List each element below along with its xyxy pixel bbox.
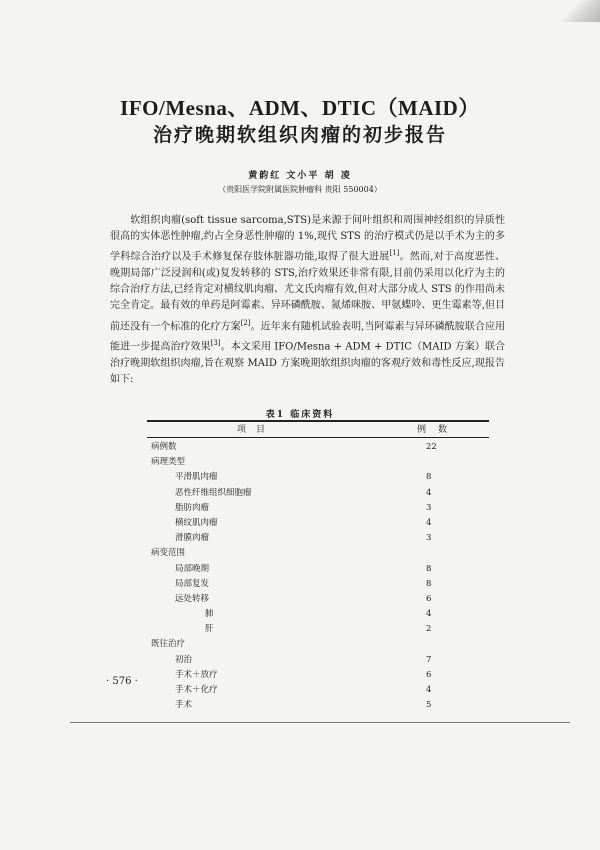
row-label: 脂肪肉瘤 [175, 502, 210, 513]
row-value: 4 [426, 517, 432, 528]
table-row [147, 653, 489, 668]
bottom-rule [70, 722, 570, 723]
row-value: 2 [426, 624, 432, 635]
table-row [147, 562, 489, 577]
row-value: 5 [426, 700, 432, 711]
table-row [147, 516, 489, 531]
row-value: 4 [426, 487, 432, 498]
table-body [147, 440, 489, 713]
para-text-1: 软组织肉瘤(soft tissue sarcoma,STS)是来源于间叶组织和周围神经组织的异质性很高的实体恶性肿瘤,约占全身恶性肿瘤的 1%,现代 STS 的治疗模式仍是以手术为主的多学科综合治疗以及手术修复保存肢体脏器功能,取得了很大进展 [110, 215, 505, 263]
para-text-2: 。然而,对于高度恶性、晚期局部广泛浸润和(或)复发转移的 STS,治疗效果还非常有限,目前仍采用以化疗为主的综合治疗方法,已经肯定对横纹肌肉瘤、尤文氏肉瘤有效,但对大部分成人 STS 的作用尚未完全肯定。最有效的单药是阿霉素、异环磷酰胺、氮烯咪胺、甲氨蝶呤、更生霉素等,但目前还没有一个标准的化疗方案 [110, 251, 505, 332]
col-header-count: 例数 [417, 425, 460, 435]
table-row [147, 683, 489, 698]
page-corner-shadow [552, 0, 600, 22]
row-value: 22 [426, 442, 437, 452]
para-text-3: 。近年来有随机试验表明,当阿霉素与异环磷酰胺联合应用能进一步提高治疗效果 [110, 320, 506, 353]
table-row [147, 501, 489, 516]
table-row [147, 486, 489, 501]
row-label: 局部复发 [175, 578, 210, 589]
table-row [147, 698, 489, 713]
table-row [147, 592, 489, 607]
title-chinese: 治疗晚期软组织肉瘤的初步报告 [152, 124, 447, 146]
row-label: 既往治疗 [151, 639, 186, 650]
row-value: 7 [426, 654, 432, 665]
table-row [147, 531, 489, 546]
table-caption: 表1 临床资料 [265, 410, 335, 420]
row-label: 局部晚期 [175, 563, 210, 574]
authors: 黄韵红 文小平 胡 凌 [248, 171, 352, 181]
row-value: 8 [426, 578, 432, 589]
row-label: 病例数 [151, 442, 177, 452]
row-label: 肺 [205, 609, 214, 620]
row-label: 手术＋化疗 [175, 685, 218, 695]
body-paragraph [110, 213, 505, 388]
page-number: · 576 · [106, 676, 138, 687]
row-label: 远处转移 [175, 593, 210, 604]
ref-3: [3] [210, 339, 221, 348]
affiliation: （贵阳医学院附属医院肿瘤科 贵阳 550004） [218, 185, 382, 194]
row-label: 横纹肌肉瘤 [175, 517, 218, 528]
table-header [147, 422, 489, 436]
para-text-4: 。本文采用 IFO/Mesna + ADM + DTIC（MAID 方案）联合治疗晚期软组织肉瘤,旨在观察 MAID 方案晚期软组织肉瘤的客观疗效和毒性反应,现报告如下: [110, 341, 505, 385]
table-row [147, 607, 489, 622]
row-label: 初治 [175, 654, 193, 665]
table-row [147, 622, 489, 637]
row-value: 3 [426, 533, 432, 544]
row-value: 8 [426, 472, 432, 483]
table-row [147, 546, 489, 561]
ref-1: [1] [389, 249, 400, 258]
row-value: 4 [426, 609, 432, 620]
row-value: 8 [426, 563, 432, 574]
table-row [147, 668, 489, 683]
table-row [147, 637, 489, 652]
title-english: IFO/Mesna、ADM、DTIC（MAID） [120, 96, 480, 120]
table-row [147, 470, 489, 485]
row-label: 滑膜肉瘤 [175, 533, 210, 544]
table-row [147, 455, 489, 470]
row-label: 病理类型 [151, 457, 186, 468]
ref-2: [2] [240, 318, 251, 327]
table-row [147, 577, 489, 592]
row-label: 平滑肌肉瘤 [175, 472, 218, 483]
row-label: 恶性纤维组织细胞瘤 [175, 487, 252, 498]
row-value: 3 [426, 502, 432, 513]
row-value: 6 [426, 669, 432, 680]
col-header-item: 项目 [237, 425, 276, 435]
row-label: 肝 [205, 624, 214, 635]
row-label: 病变范围 [151, 548, 186, 559]
table-header-rule [147, 437, 489, 438]
table-row [147, 440, 489, 455]
row-label: 手术 [175, 700, 193, 711]
row-label: 手术＋放疗 [175, 669, 218, 680]
row-value: 6 [426, 593, 432, 604]
row-value: 4 [426, 685, 432, 695]
